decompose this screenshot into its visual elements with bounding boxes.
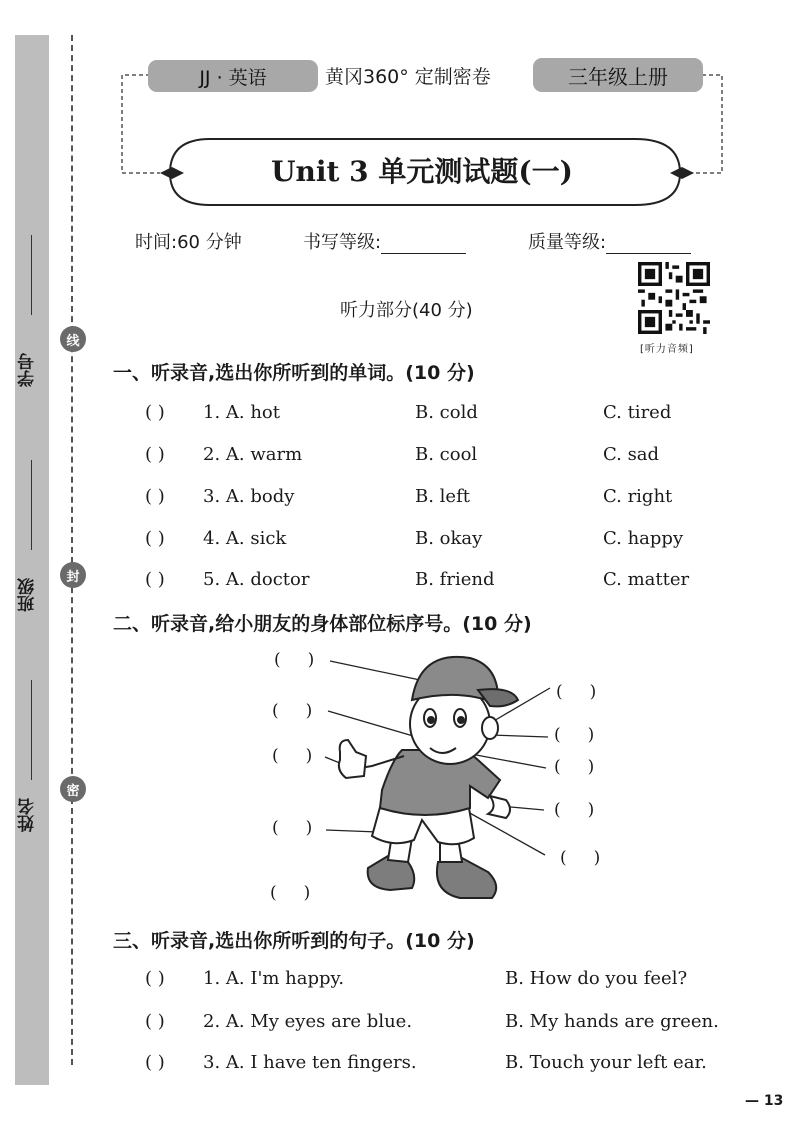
option-b: B. friend: [415, 569, 495, 590]
option-a: 5. A. doctor: [203, 569, 310, 590]
option-b: B. cold: [415, 402, 478, 423]
section1-title: 一、听录音,选出你所听到的单词。(10 分): [113, 362, 475, 384]
seal-seal-badge: 封: [60, 562, 86, 588]
option-c: C. happy: [603, 528, 684, 549]
option-b: B. left: [415, 486, 470, 507]
option-b: B. Touch your left ear.: [505, 1052, 707, 1073]
body-part-blank[interactable]: ( ): [554, 757, 595, 777]
section3-question: [145, 1052, 765, 1078]
writing-grade-label: 书写等级:: [303, 232, 382, 253]
option-b: B. How do you feel?: [505, 968, 688, 989]
option-a: 2. A. warm: [203, 444, 303, 465]
option-a: 4. A. sick: [203, 528, 287, 549]
time-label: 时间:60 分钟: [135, 232, 242, 253]
option-b: B. okay: [415, 528, 483, 549]
body-part-blank[interactable]: ( ): [272, 746, 313, 766]
body-part-blank[interactable]: ( ): [272, 818, 313, 838]
subject-pill: JJ · 英语: [148, 60, 318, 92]
answer-paren[interactable]: ( ): [145, 569, 165, 590]
student-id-label: 学号: [18, 353, 38, 387]
body-part-blank[interactable]: ( ): [556, 682, 597, 702]
body-part-blank[interactable]: ( ): [272, 701, 313, 721]
page-number: — 13: [745, 1093, 784, 1109]
listening-section-title: 听力部分(40 分): [340, 300, 473, 321]
seal-secret-badge: 密: [60, 776, 86, 802]
option-a: 1. A. hot: [203, 402, 281, 423]
name-label: 姓名: [18, 798, 38, 832]
section3-question: [145, 1011, 765, 1037]
answer-paren[interactable]: ( ): [145, 528, 165, 549]
class-label: 班级: [18, 578, 38, 612]
qr-caption: [听力音频]: [640, 344, 694, 355]
option-b: B. My hands are green.: [505, 1011, 719, 1032]
option-a: 1. A. I'm happy.: [203, 968, 345, 989]
option-c: C. tired: [603, 402, 672, 423]
grade-pill: 三年级上册: [533, 58, 703, 92]
page-title: Unit 3 单元测试题(一): [271, 155, 573, 188]
option-c: C. right: [603, 486, 673, 507]
quality-grade-label: 质量等级:: [528, 232, 607, 253]
answer-paren[interactable]: ( ): [145, 402, 165, 423]
option-a: 3. A. I have ten fingers.: [203, 1052, 417, 1073]
body-part-blank[interactable]: ( ): [270, 883, 311, 903]
option-a: 3. A. body: [203, 486, 295, 507]
section3-title: 三、听录音,选出你所听到的句子。(10 分): [113, 930, 475, 952]
body-part-blank[interactable]: ( ): [274, 650, 315, 670]
series-title: 黄冈360° 定制密卷: [325, 66, 491, 88]
option-c: C. sad: [603, 444, 660, 465]
body-part-blank[interactable]: ( ): [554, 725, 595, 745]
answer-paren[interactable]: ( ): [145, 486, 165, 507]
body-part-blank[interactable]: ( ): [554, 800, 595, 820]
answer-paren[interactable]: ( ): [145, 1011, 165, 1032]
body-part-blank[interactable]: ( ): [560, 848, 601, 868]
section3-question: [145, 968, 765, 994]
answer-paren[interactable]: ( ): [145, 968, 165, 989]
answer-paren[interactable]: ( ): [145, 1052, 165, 1073]
option-c: C. matter: [603, 569, 690, 590]
answer-paren[interactable]: ( ): [145, 444, 165, 465]
option-b: B. cool: [415, 444, 478, 465]
seal-line-badge: 线: [60, 326, 86, 352]
option-a: 2. A. My eyes are blue.: [203, 1011, 413, 1032]
section2-title: 二、听录音,给小朋友的身体部位标序号。(10 分): [113, 613, 532, 635]
